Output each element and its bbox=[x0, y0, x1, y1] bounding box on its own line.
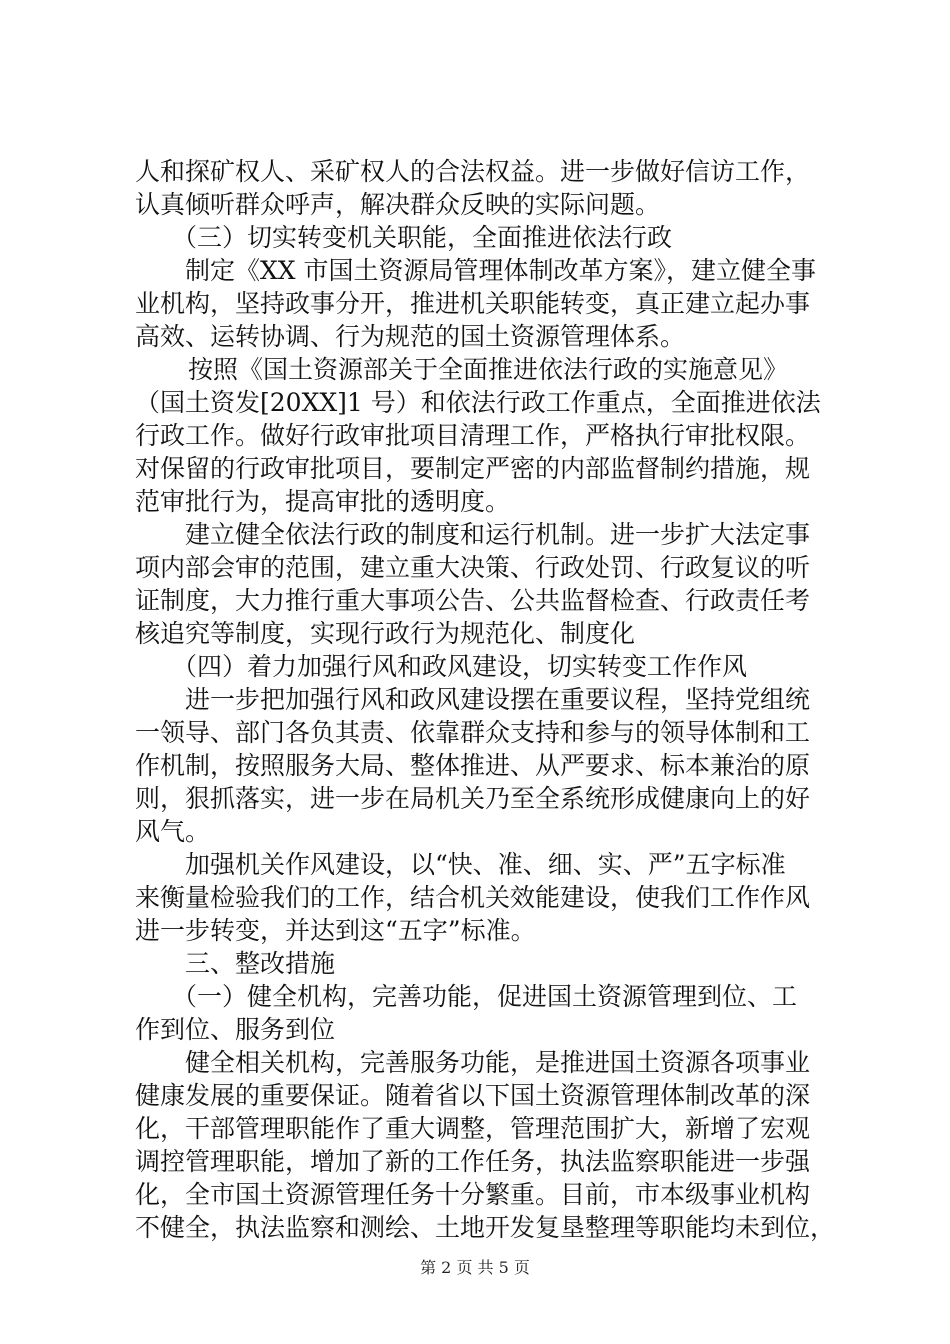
text-line: 作机制，按照服务大局、整体推进、从严要求、标本兼治的原 bbox=[135, 751, 811, 780]
section-heading: （三）切实转变机关职能，全面推进依法行政 bbox=[172, 223, 673, 252]
text-line: 核追究等制度，实现行政行为规范化、制度化 bbox=[135, 619, 636, 648]
text-line: 人和探矿权人、采矿权人的合法权益。进一步做好信访工作， bbox=[135, 157, 811, 186]
page-number-footer: 第 2 页 共 5 页 bbox=[420, 1258, 530, 1277]
text-line: 来衡量检验我们的工作，结合机关效能建设，使我们工作作风 bbox=[135, 883, 811, 912]
section-heading: （四）着力加强行风和政风建设，切实转变工作作风 bbox=[172, 652, 748, 681]
section-heading: 三、整改措施 bbox=[185, 949, 336, 978]
text-line: 范审批行为，提高审批的透明度。 bbox=[135, 487, 511, 516]
text-line: 不健全，执法监察和测绘、土地开发复垦整理等职能均未到位， bbox=[135, 1213, 836, 1242]
text-line: 健全相关机构，完善服务功能，是推进国土资源各项事业 bbox=[185, 1048, 811, 1077]
text-line: 进一步把加强行风和政风建设摆在重要议程，坚持党组统 bbox=[185, 685, 811, 714]
text-line: 业机构，坚持政事分开，推进机关职能转变，真正建立起办事 bbox=[135, 289, 811, 318]
text-line: （国土资发[20XX]1 号）和依法行政工作重点，全面推进依法 bbox=[135, 388, 821, 417]
text-line: 对保留的行政审批项目，要制定严密的内部监督制约措施，规 bbox=[135, 454, 811, 483]
text-line: 建立健全依法行政的制度和运行机制。进一步扩大法定事 bbox=[185, 520, 811, 549]
text-line: 项内部会审的范围，建立重大决策、行政处罚、行政复议的听 bbox=[135, 553, 811, 582]
text-line: 认真倾听群众呼声，解决群众反映的实际问题。 bbox=[135, 190, 661, 219]
text-line: 则，狠抓落实，进一步在局机关乃至全系统形成健康向上的好 bbox=[135, 784, 811, 813]
section-heading: （一）健全机构，完善功能，促进国土资源管理到位、工 bbox=[172, 982, 798, 1011]
text-line: 加强机关作风建设，以“快、准、细、实、严”五字标准 bbox=[185, 850, 786, 879]
text-line: 证制度，大力推行重大事项公告、公共监督检查、行政责任考 bbox=[135, 586, 811, 615]
section-heading: 作到位、服务到位 bbox=[135, 1015, 336, 1044]
text-line: 行政工作。做好行政审批项目清理工作，严格执行审批权限。 bbox=[135, 421, 811, 450]
text-line: 制定《XX 市国土资源局管理体制改革方案》，建立健全事 bbox=[185, 256, 817, 285]
text-line: 化，全市国土资源管理任务十分繁重。目前，市本级事业机构 bbox=[135, 1180, 811, 1209]
text-line: 化，干部管理职能作了重大调整，管理范围扩大，新增了宏观 bbox=[135, 1114, 811, 1143]
text-line: 调控管理职能，增加了新的工作任务，执法监察职能进一步强 bbox=[135, 1147, 811, 1176]
text-line: 一领导、部门各负其责、依靠群众支持和参与的领导体制和工 bbox=[135, 718, 811, 747]
text-line: 按照《国土资源部关于全面推进依法行政的实施意见》 bbox=[188, 355, 789, 384]
text-line: 健康发展的重要保证。随着省以下国土资源管理体制改革的深 bbox=[135, 1081, 811, 1110]
text-line: 高效、运转协调、行为规范的国土资源管理体系。 bbox=[135, 322, 686, 351]
text-line: 进一步转变，并达到这“五字”标准。 bbox=[135, 916, 536, 945]
text-line: 风气。 bbox=[135, 817, 211, 846]
